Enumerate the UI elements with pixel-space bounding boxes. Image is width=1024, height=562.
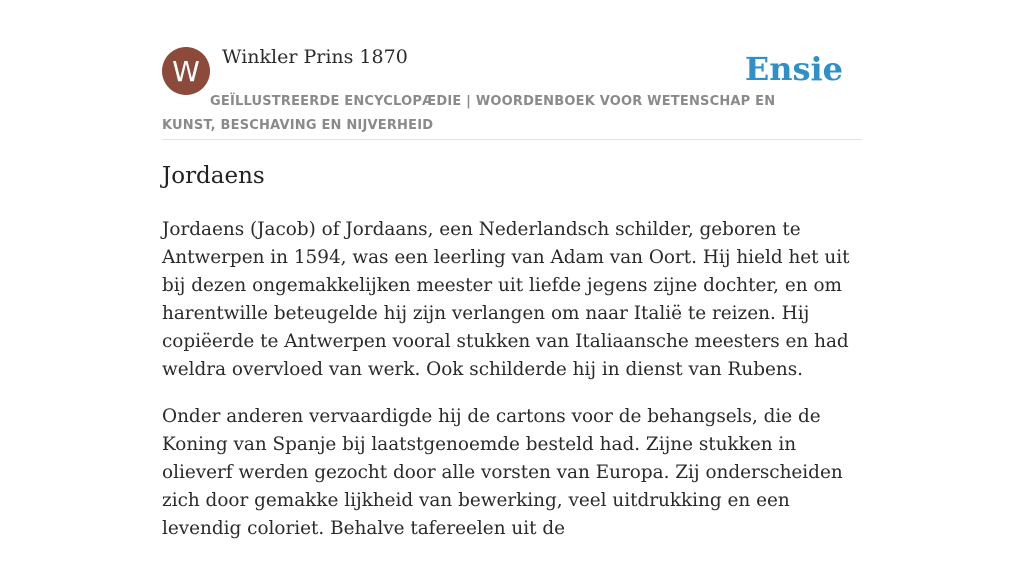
source-title[interactable]: Winkler Prins 1870 <box>222 46 408 68</box>
entry-paragraph: Jordaens (Jacob) of Jordaans, een Nederlandsch schilder, geboren te Antwerpen in 1594, was een leerling van Adam van Oort. Hij hield het uit bij dezen ongemakkelijken meester uit liefde jegens zijne dochter, en om harentwille beteugelde hij zijn verlangen om naar Italië te reizen. Hij copiëerde te Antwerpen vooral stukken van Italiaansche meesters en had weldra overvloed van werk. Ook schilderde hij in dienst van Rubens. <box>162 219 850 380</box>
entry-body <box>162 216 862 562</box>
entry-paragraph: Onder anderen vervaardigde hij de cartons voor de behangsels, die de Koning van Spanje bij laatstgenoemde besteld had. Zijne stukken in olieverf werden gezocht door alle vorsten van Europa. Zij onderscheiden zich door gemakke lijkheid van bewerking, veel uitdrukking en een levendig coloriet. Behalve tafereelen uit de <box>162 406 843 539</box>
source-subtitle: GEÏLLUSTREERDE ENCYCLOPÆDIE | WOORDENBOEK VOOR WETENSCHAP EN KUNST, BESCHAVING EN NIJVERHEID <box>162 94 776 133</box>
header-divider <box>162 139 862 140</box>
entry-title: Jordaens <box>162 163 265 189</box>
avatar-letter: W <box>172 54 200 88</box>
brand-logo[interactable]: Ensie <box>744 50 843 88</box>
source-avatar[interactable] <box>162 47 210 95</box>
